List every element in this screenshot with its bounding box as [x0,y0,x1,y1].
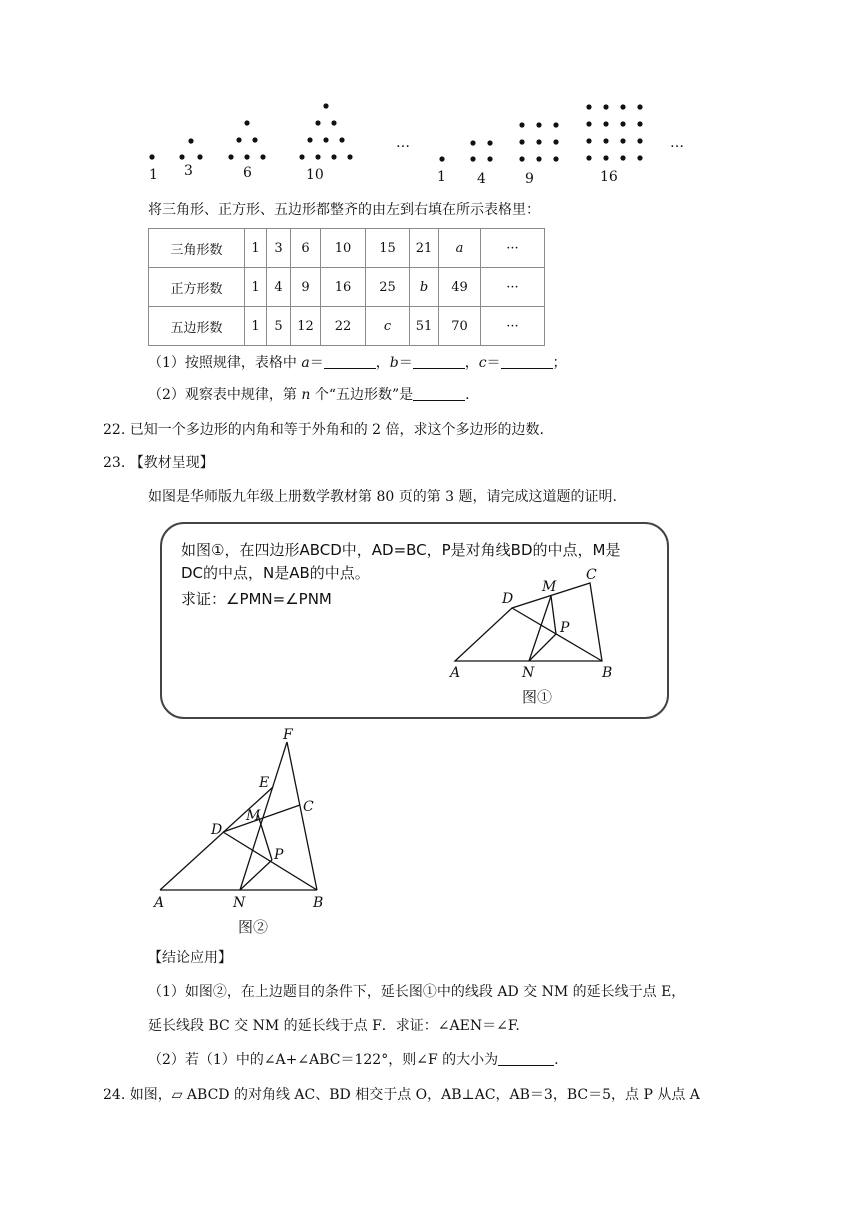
tri-label-3: 3 [184,163,193,179]
table-row [149,268,545,307]
ellipsis-1: … [396,135,410,151]
fig2-label-d: D [211,822,223,838]
answer-blank-a[interactable] [324,354,376,369]
fig2-label-f: F [283,727,293,743]
table-cell: 21 [410,229,439,268]
table-cell: 9 [291,268,321,307]
table-cell: 6 [291,229,321,268]
q23-app1-line2: 延长线段 BC 交 NM 的延长线于点 F．求证：∠AEN＝∠F. [148,1018,520,1034]
question-number: 24. [103,1087,126,1103]
row-label: 正方形数 [149,268,245,307]
dot-pattern-figure [140,95,700,195]
row-label: 三角形数 [149,229,245,268]
table-cell: 51 [410,307,439,346]
table-cell: 12 [291,307,321,346]
box-line-1: 如图①，在四边形ABCD中，AD=BC，P是对角线BD的中点，M是 [181,541,621,559]
figure-1 [440,565,630,710]
q22: 22. 已知一个多边形的内角和等于外角和的 2 倍，求这个多边形的边数. [103,422,544,438]
fig1-label-d: D [502,591,514,607]
q23-app1-line1: （1）如图②，在上边题目的条件下，延长图①中的线段 AD 交 NM 的延长线于点 E， [148,984,686,1000]
fig2-label-e: E [259,775,270,791]
table-cell: ··· [481,268,545,307]
table-cell: 10 [321,229,366,268]
table-cell: a [439,229,481,268]
fig1-caption: 图① [522,688,553,706]
fig2-label-m: M [246,808,261,824]
fig2-caption: 图② [238,918,269,936]
tri-label-10: 10 [306,167,324,183]
tri-label-1: 1 [149,167,158,183]
q21-intro: 将三角形、正方形、五边形都整齐的由左到右填在所示表格里： [148,202,540,218]
q21-part1: （1）按照规律，表格中 a＝ ，b＝ ，c＝ ； [148,355,567,371]
answer-blank-f[interactable] [498,1051,554,1066]
fig1-label-c: C [586,567,597,583]
question-number: 23. [103,455,126,471]
fig2-label-c: C [303,799,314,815]
number-table [148,228,545,346]
fig2-label-p: P [274,847,284,863]
fig2-label-a: A [154,895,165,911]
q23-header2: 【结论应用】 [148,950,232,966]
table-cell: 4 [267,268,291,307]
answer-blank-c[interactable] [501,354,553,369]
table-row [149,307,545,346]
q23-app2: （2）若（1）中的∠A+∠ABC＝122°，则∠F 的大小为 . [148,1052,559,1068]
table-cell: 5 [267,307,291,346]
sq-label-9: 9 [525,171,534,187]
table-cell: c [366,307,410,346]
table-cell: 1 [245,307,267,346]
fig1-label-a: A [450,665,461,681]
sq-label-4: 4 [477,171,486,187]
table-cell: ··· [481,229,545,268]
table-cell: 22 [321,307,366,346]
table-cell: 70 [439,307,481,346]
table-cell: 15 [366,229,410,268]
table-cell: 3 [267,229,291,268]
table-cell: 49 [439,268,481,307]
question-number: 22. [103,422,126,438]
fig1-label-m: M [542,579,557,595]
figure-2 [145,725,345,940]
box-line-2: DC的中点，N是AB的中点。 [181,564,370,582]
answer-blank-n[interactable] [413,386,465,401]
table-cell: b [410,268,439,307]
table-row [149,229,545,268]
sq-label-16: 16 [600,169,618,185]
q24: 24. 如图，▱ ABCD 的对角线 AC、BD 相交于点 O，AB⊥AC，AB＝3，BC＝5，点 P 从点 A [103,1087,700,1103]
table-cell: 25 [366,268,410,307]
fig1-label-p: P [560,620,570,636]
fig2-label-n: N [233,895,246,911]
table-cell: 1 [245,229,267,268]
table-cell: 16 [321,268,366,307]
sq-label-1: 1 [437,169,446,185]
q21-part2: （2）观察表中规律，第 n 个“五边形数”是 . [148,387,470,403]
fig1-label-n: N [522,665,535,681]
row-label: 五边形数 [149,307,245,346]
table-cell: ··· [481,307,545,346]
q23-intro: 如图是华师版九年级上册数学教材第 80 页的第 3 题，请完成这道题的证明. [148,489,617,505]
q23-header: 23. 【教材呈现】 [103,455,214,471]
fig1-label-b: B [602,665,613,681]
tri-label-6: 6 [243,165,252,181]
box-line-3: 求证：∠PMN=∠PNM [181,590,332,608]
answer-blank-b[interactable] [413,354,465,369]
ellipsis-2: … [670,135,684,151]
fig2-label-b: B [313,895,324,911]
table-cell: 1 [245,268,267,307]
